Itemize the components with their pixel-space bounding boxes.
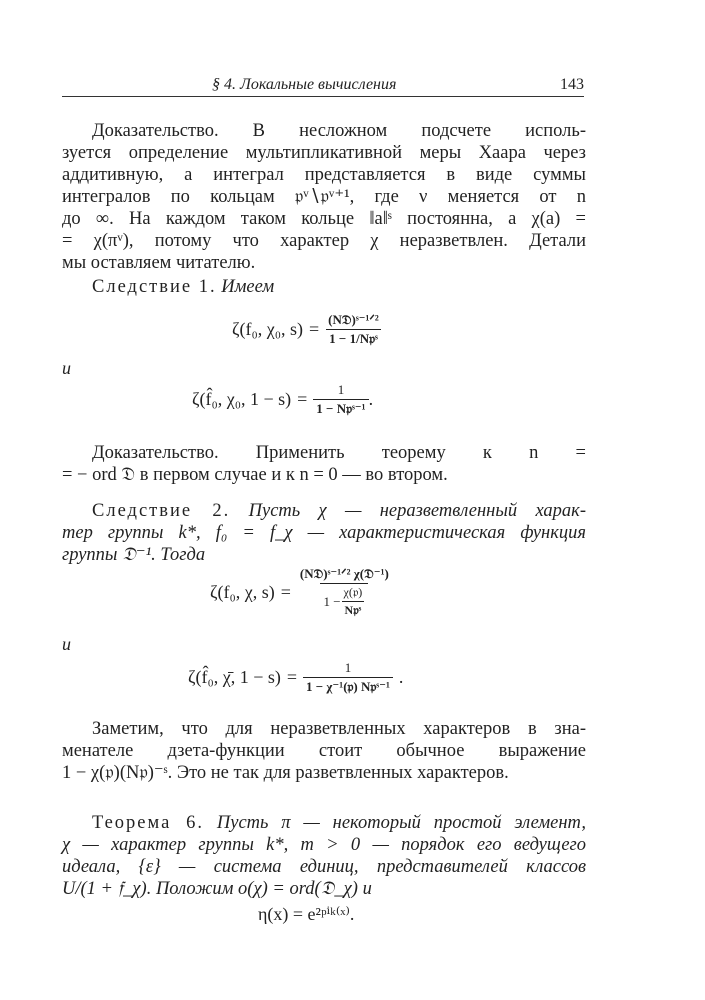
formula-zeta-2 (192, 382, 373, 417)
formula-zeta-1 (232, 312, 382, 347)
text-line: Доказательство. В несложном подсчете исполь- (92, 121, 586, 141)
text-line: U/(1 + 𝔣_χ). Положим o(χ) = ord(𝔇_χ) и (62, 879, 372, 899)
corollary-text: Пусть χ — неразветвленный харак- (248, 501, 586, 521)
fraction (313, 382, 368, 417)
text-line: зуется определение мультипликативной меры Хаара через (62, 143, 586, 163)
formula-zeta-4 (188, 660, 403, 695)
text-line: группы 𝔇⁻¹. Тогда (62, 545, 206, 565)
text-line (62, 812, 586, 834)
text-line: Доказательство. Применить теорему к n = (92, 443, 586, 463)
formula-lhs: ζ(f₀, χ₀, s) (232, 319, 303, 339)
fraction (303, 660, 393, 695)
formula-zeta-3 (210, 566, 392, 618)
theorem-text: Пусть π — некоторый простой элемент, (216, 813, 587, 833)
text-line: 1 − χ(𝔭)(N𝔭)⁻ˢ. Это не так для разветвленных характеров. (62, 763, 509, 783)
equals-sign: = (297, 389, 308, 409)
text-line: = − ord 𝔇 в первом случае и к n = 0 — во втором. (62, 465, 448, 485)
theorem-label: Теорема 6. (92, 813, 205, 833)
text-line: аддитивную, а интеграл представляется в виде суммы (62, 165, 586, 185)
text-line: менателе дзета-функции стоит обычное выражение (62, 741, 586, 761)
formula-lhs: ζ(f̂₀, χ̄, 1 − s) (188, 667, 281, 687)
page-number: 143 (560, 76, 584, 93)
corollary-2 (62, 500, 586, 566)
denominator-one: 1 − (323, 593, 341, 609)
corollary-1-heading (62, 276, 586, 298)
text-line (62, 500, 586, 522)
text-line: идеала, {ε} — система единиц, представителей классов (62, 857, 586, 877)
numerator: 1 (344, 660, 352, 675)
corollary-label: Следствие 2. (92, 501, 231, 521)
text-line: Заметим, что для неразветвленных характеров в зна- (92, 719, 586, 739)
page-header (62, 74, 584, 97)
numerator: 1 (337, 382, 345, 397)
formula-eta (258, 904, 354, 925)
text-line: интегралов по кольцам 𝔭ᵛ∖𝔭ᵛ⁺¹, где ν меняется от n (62, 187, 586, 207)
equals-sign: = (308, 319, 320, 339)
numerator: (N𝔇)ˢ⁻¹ᐟ² χ(𝔇⁻¹) (299, 566, 389, 581)
denominator: 1 − χ⁻¹(𝔭) N𝔭ˢ⁻¹ (303, 677, 393, 695)
text-line: мы оставляем читателю. (62, 253, 256, 273)
conjunction: и (62, 634, 71, 654)
conjunction: и (62, 358, 71, 378)
formula-period: . (398, 667, 404, 687)
text-line: тер группы k*, f₀ = f_χ — характеристическая функция (62, 523, 586, 543)
formula-eta-text: η(x) = e²ᵖⁱᵏ⁽ˣ⁾. (258, 904, 355, 924)
corollary-label: Следствие 1. (92, 277, 217, 297)
fraction (325, 312, 382, 347)
denominator: 1 − N𝔭ˢ⁻¹ (313, 399, 368, 417)
inner-fraction (341, 585, 366, 618)
equals-sign: = (280, 581, 291, 602)
text-line: до ∞. На каждом таком кольце ‖a‖ˢ постоянна, a χ(a) = (62, 209, 586, 229)
text-line: χ — характер группы k*, m > 0 — порядок его ведущего (62, 835, 586, 855)
formula-lhs: ζ(f̂₀, χ₀, 1 − s) (192, 389, 292, 409)
theorem-6 (62, 812, 586, 900)
formula-lhs: ζ(f₀, χ, s) (210, 581, 275, 602)
equals-sign: = (286, 667, 298, 687)
corollary-text: Имеем (221, 277, 275, 297)
denominator (320, 583, 368, 618)
proof-paragraph-1 (62, 120, 586, 274)
proof-paragraph-2 (62, 442, 586, 486)
running-head: § 4. Локальные вычисления (212, 76, 397, 93)
remark-paragraph (62, 718, 586, 784)
inner-denominator: N𝔭ˢ (342, 601, 365, 618)
formula-period: . (368, 389, 374, 409)
text-line: = χ(πᵛ), потому что характер χ неразветвлен. Детали (62, 231, 586, 251)
fraction (297, 566, 392, 618)
numerator: (N𝔇)ˢ⁻¹ᐟ² (328, 312, 379, 327)
denominator: 1 − 1/N𝔭ˢ (326, 329, 381, 347)
inner-numerator: χ(𝔭) (343, 585, 363, 599)
